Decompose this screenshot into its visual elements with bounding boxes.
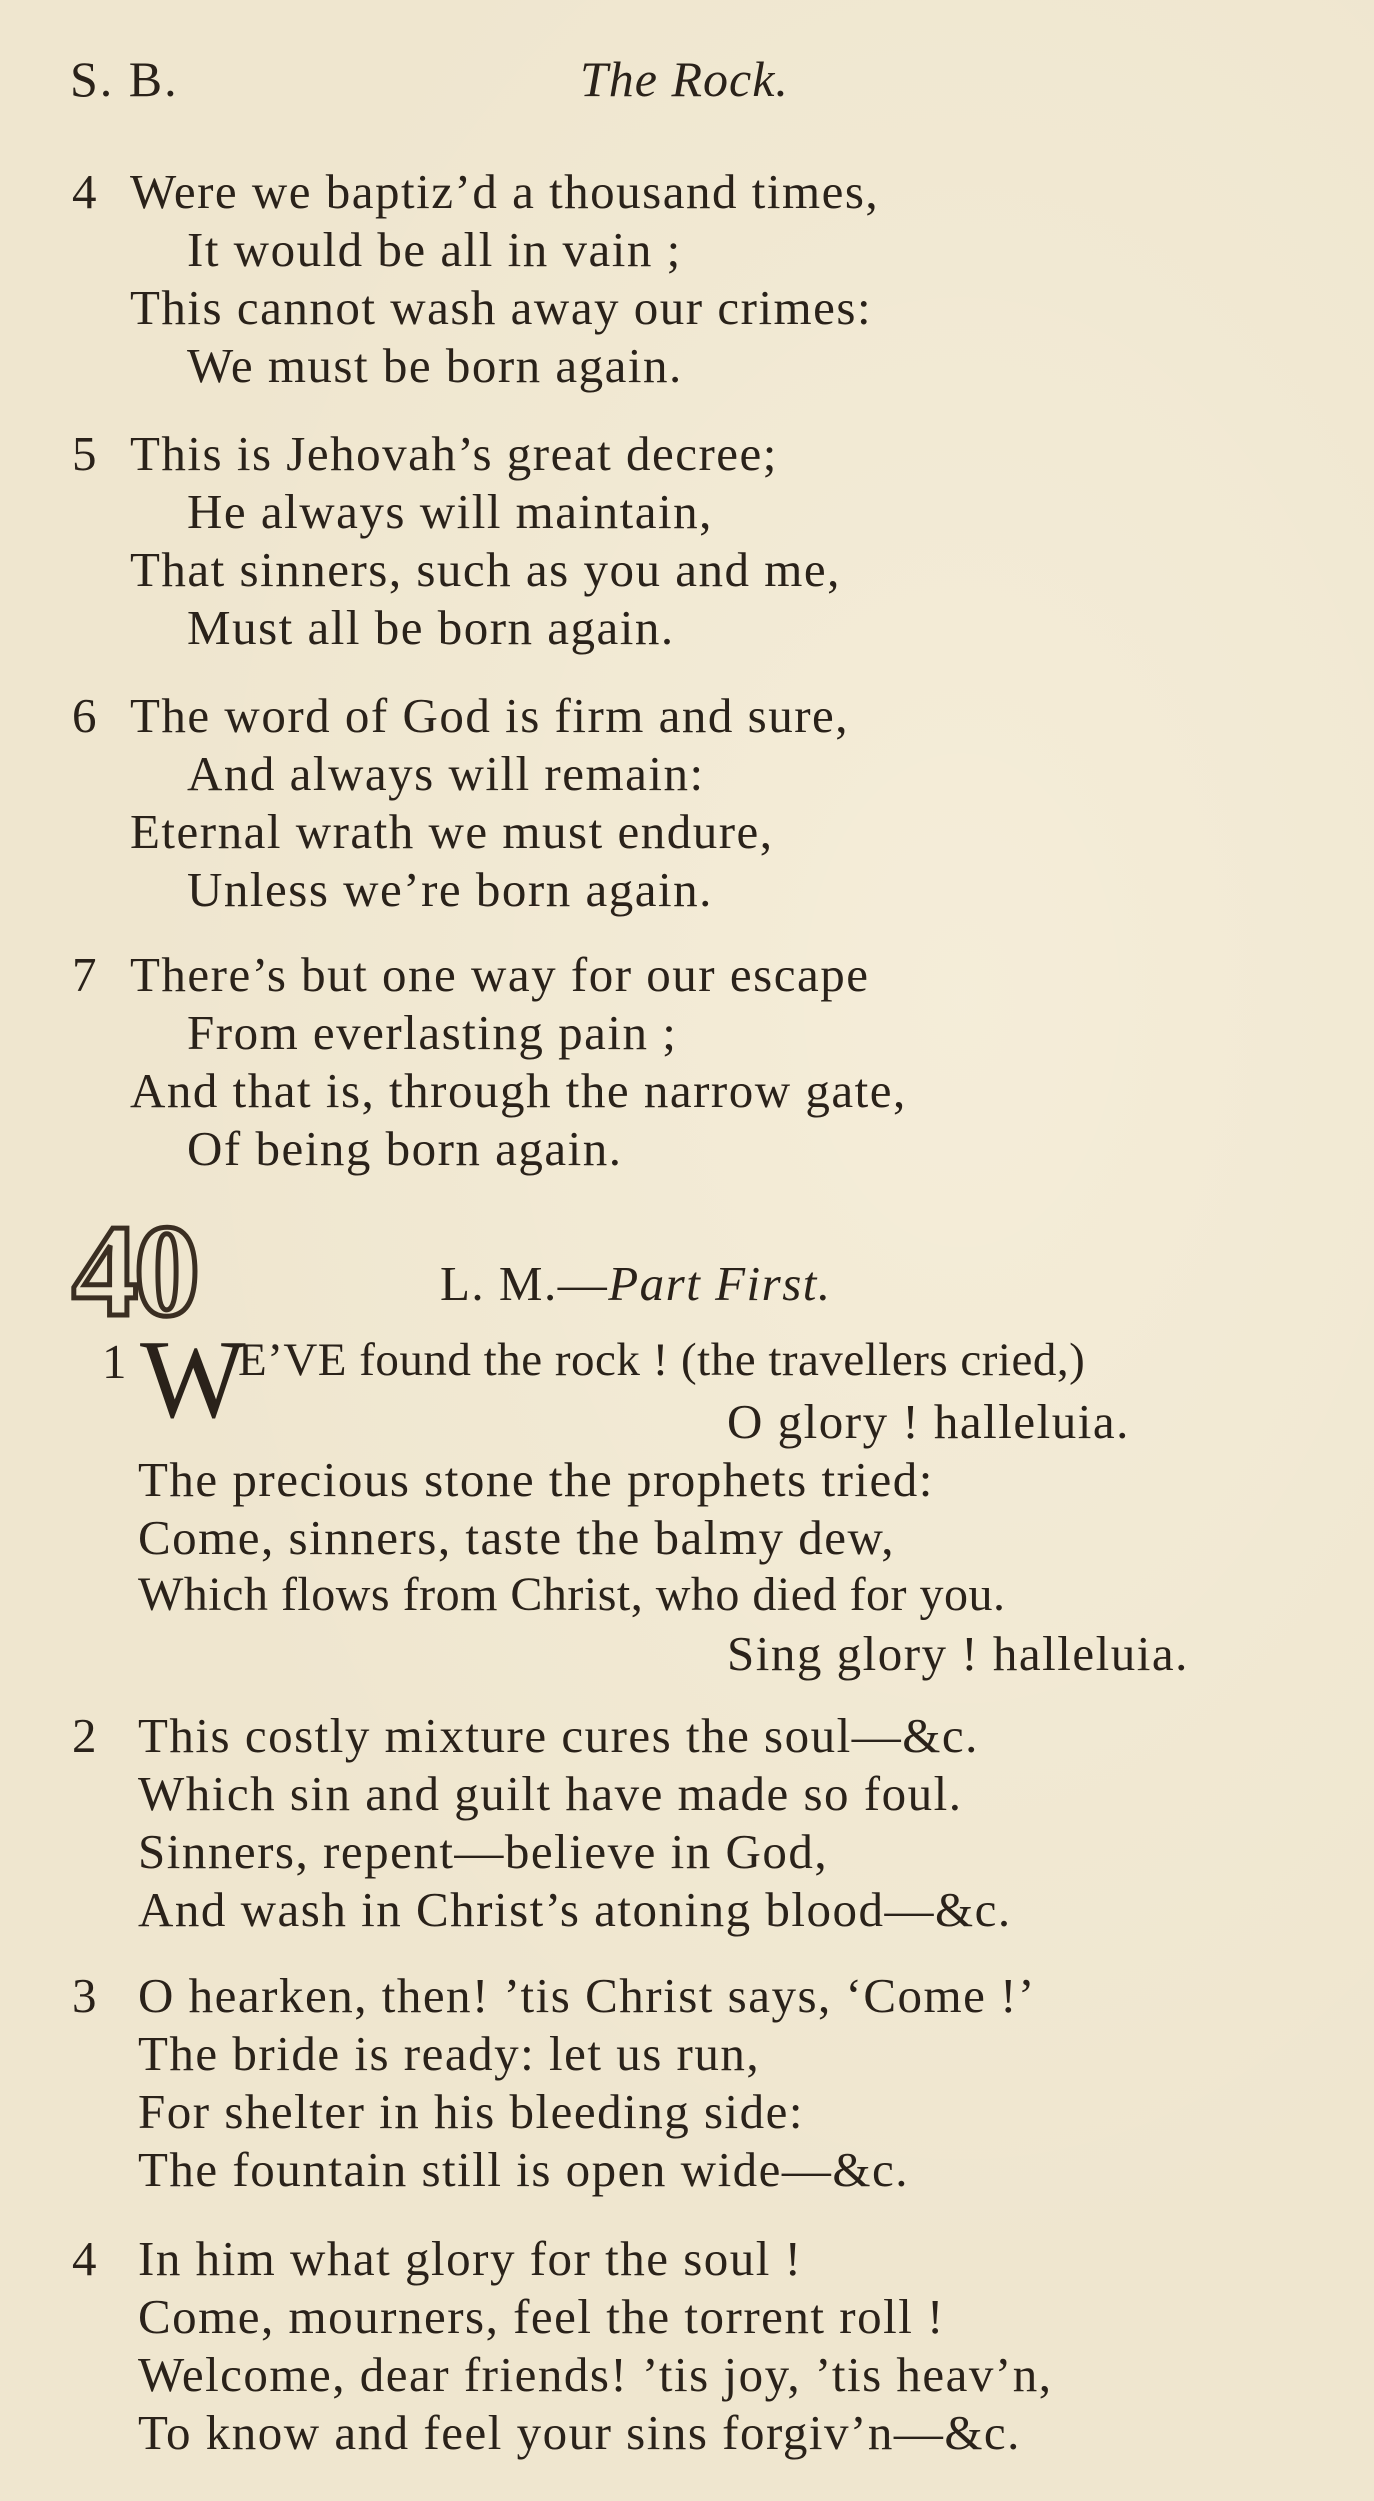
verse-number: 7 bbox=[72, 947, 97, 1002]
running-title: The Rock. bbox=[580, 51, 789, 107]
verse-line: In him what glory for the soul ! bbox=[138, 2231, 803, 2286]
verse-number: 5 bbox=[72, 426, 97, 481]
verse-line: For shelter in his bleeding side: bbox=[138, 2084, 804, 2139]
drop-cap: W bbox=[140, 1318, 244, 1442]
refrain-line: Sing glory ! halleluia. bbox=[727, 1626, 1189, 1681]
verse-number: 4 bbox=[72, 2231, 97, 2286]
verse-line: This costly mixture cures the soul—&c. bbox=[138, 1708, 979, 1763]
verse-number: 6 bbox=[72, 688, 97, 743]
verse-number: 1 bbox=[102, 1334, 127, 1389]
verse-line: The fountain still is open wide—&c. bbox=[138, 2142, 910, 2197]
verse-number: 3 bbox=[72, 1968, 97, 2023]
verse-line: Of being born again. bbox=[187, 1121, 623, 1176]
verse-line: The precious stone the prophets tried: bbox=[138, 1452, 934, 1507]
verse-line: And always will remain: bbox=[187, 746, 705, 801]
verse-line: And wash in Christ’s atoning blood—&c. bbox=[138, 1882, 1012, 1937]
verse-line: From everlasting pain ; bbox=[187, 1005, 678, 1060]
part-label: Part First. bbox=[608, 1256, 832, 1311]
verse-line: Sinners, repent—believe in God, bbox=[138, 1824, 829, 1879]
verse-line: The bride is ready: let us run, bbox=[138, 2026, 761, 2081]
verse-line: Come, sinners, taste the balmy dew, bbox=[138, 1510, 895, 1565]
verse-line: This is Jehovah’s great decree; bbox=[130, 426, 778, 481]
hymn-number: 40 bbox=[72, 1197, 196, 1344]
verse-line: This cannot wash away our crimes: bbox=[130, 280, 873, 335]
verse-line: It would be all in vain ; bbox=[187, 222, 682, 277]
verse-line: O hearken, then! ’tis Christ says, ‘Come !’ bbox=[138, 1968, 1036, 2023]
verse-line: He always will maintain, bbox=[187, 484, 713, 539]
verse-line: That sinners, such as you and me, bbox=[130, 542, 841, 597]
verse-line: Eternal wrath we must endure, bbox=[130, 804, 774, 859]
hymn-meter bbox=[440, 1255, 832, 1312]
verse-line: Come, mourners, feel the torrent roll ! bbox=[138, 2289, 945, 2344]
verse-line: The word of God is firm and sure, bbox=[130, 688, 850, 743]
verse-line: Unless we’re born again. bbox=[187, 862, 713, 917]
verse-number: 4 bbox=[72, 164, 97, 219]
verse-line: Welcome, dear friends! ’tis joy, ’tis heav’n, bbox=[138, 2347, 1053, 2402]
verse-line: Must all be born again. bbox=[187, 600, 675, 655]
verse-line: Which sin and guilt have made so foul. bbox=[138, 1766, 963, 1821]
verse-line: And that is, through the narrow gate, bbox=[130, 1063, 907, 1118]
verse-line: We must be born again. bbox=[187, 338, 683, 393]
meter-label: L. M.— bbox=[440, 1256, 609, 1311]
refrain-line: O glory ! halleluia. bbox=[727, 1394, 1130, 1449]
verse-line: Which flows from Christ, who died for you. bbox=[138, 1568, 1006, 1621]
verse-line: E’VE found the rock ! (the travellers cried,) bbox=[238, 1334, 1086, 1386]
page-header bbox=[70, 50, 1304, 110]
verse-number: 2 bbox=[72, 1708, 97, 1763]
section-label: S. B. bbox=[70, 51, 179, 107]
verse-line: Were we baptiz’d a thousand times, bbox=[130, 164, 880, 219]
verse-line: To know and feel your sins forgiv’n—&c. bbox=[138, 2405, 1021, 2460]
verse-line: There’s but one way for our escape bbox=[130, 947, 870, 1002]
